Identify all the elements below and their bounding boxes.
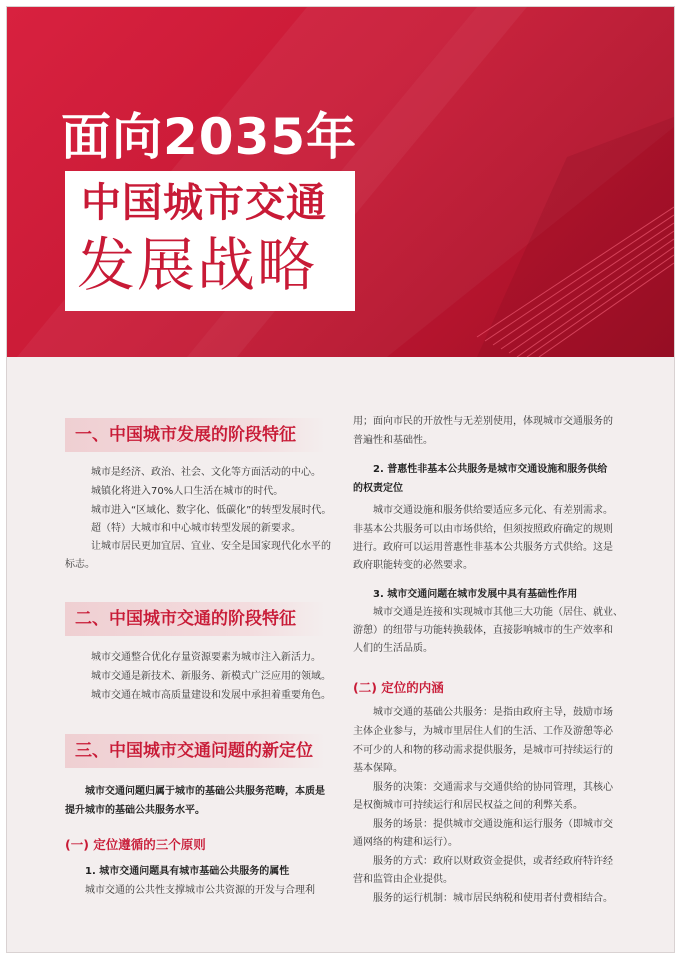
bold-statement-line: 提升城市的基础公共服务水平。 — [65, 805, 205, 816]
paragraph-line: 服务的运行机制：城市居民纳税和使用者付费相结合。 — [373, 893, 613, 904]
item-title: 3. 城市交通问题在城市发展中具有基础性作用 — [373, 589, 578, 600]
paragraph-line: 营和监管由企业提供。 — [353, 874, 453, 885]
paragraph-line: 用；面向市民的开放性与无差别使用，体现城市交通服务的 — [353, 416, 613, 427]
paragraph-line: 非基本公共服务可以由市场供给，但须按照政府确定的规则 — [353, 524, 613, 535]
cover-banner — [7, 7, 674, 357]
section-title: 一、中国城市发展的阶段特征 — [75, 425, 296, 445]
paragraph-line: 政府职能转变的必然要求。 — [353, 560, 473, 571]
item-title: 1. 城市交通问题具有城市基础公共服务的属性 — [85, 866, 290, 877]
section-heading-1 — [65, 418, 325, 452]
paragraph-line: 城市交通的公共性支撑城市公共资源的开发与合理利 — [85, 885, 315, 896]
paragraph-line: 城市交通的基础公共服务：是指由政府主导，鼓励市场 — [373, 707, 613, 718]
paragraph-line: 不可少的人和物的移动需求提供服务，是城市可持续运行的 — [353, 745, 613, 756]
paragraph-line: 让城市居民更加宜居、宜业、安全是国家现代化水平的 — [91, 541, 331, 552]
paragraph-line: 城市交通是新技术、新服务、新模式广泛应用的领域。 — [91, 671, 331, 682]
item-title: 的权责定位 — [353, 483, 403, 494]
section-title: 二、中国城市交通的阶段特征 — [75, 609, 296, 629]
paragraph-line: 城市进入“区域化、数字化、低碳化”的转型发展时代。 — [91, 505, 332, 516]
paragraph-line: 城市交通设施和服务供给要适应多元化、有差别需求。 — [373, 505, 613, 516]
cover-title-line3: 发展战略 — [77, 231, 318, 299]
paragraph-line: 城市交通是连接和实现城市其他三大功能（居住、就业、 — [373, 607, 623, 618]
paragraph-line: 人们的生活品质。 — [353, 643, 433, 654]
paragraph-line: 进行。政府可以运用普惠性非基本公共服务方式供给。这是 — [353, 542, 613, 553]
paragraph-line: 标志。 — [65, 559, 95, 570]
subsection-title: (一) 定位遵循的三个原则 — [65, 837, 206, 852]
paragraph-line: 基本保障。 — [353, 763, 403, 774]
cover-title-line1: 面向2035年 — [61, 108, 358, 166]
paragraph-line: 城市交通在城市高质量建设和发展中承担着重要角色。 — [91, 690, 331, 701]
section-title: 三、中国城市交通问题的新定位 — [75, 741, 313, 761]
paragraph-line: 城镇化将进入70%人口生活在城市的时代。 — [91, 486, 284, 497]
item-title: 2. 普惠性非基本公共服务是城市交通设施和服务供给 — [373, 464, 608, 475]
bold-statement-line: 城市交通问题归属于城市的基础公共服务范畴，本质是 — [85, 786, 325, 797]
paragraph-line: 通网络的构建和运行）。 — [353, 837, 458, 848]
paragraph-line: 是权衡城市可持续运行和居民权益之间的利弊关系。 — [353, 800, 583, 811]
section-heading-3 — [65, 734, 325, 768]
paragraph-line: 服务的场景：提供城市交通设施和运行服务（即城市交 — [373, 819, 613, 830]
paragraph-line: 主体企业参与，为城市里居住人们的生活、工作及游憩等必 — [353, 726, 613, 737]
paragraph-line: 普遍性和基础性。 — [353, 435, 433, 446]
title-box — [65, 171, 355, 311]
paragraph-line: 服务的决策：交通需求与交通供给的协同管理，其核心 — [373, 782, 613, 793]
document-page — [6, 6, 675, 953]
cover-title-line2: 中国城市交通 — [81, 180, 327, 226]
subsection-title: (二) 定位的内涵 — [353, 680, 444, 695]
paragraph-line: 城市是经济、政治、社会、文化等方面活动的中心。 — [91, 467, 321, 478]
paragraph-line: 游憩）的纽带与功能转换载体，直接影响城市的生产效率和 — [353, 625, 613, 636]
paragraph-line: 城市交通整合优化存量资源要素为城市注入新活力。 — [91, 652, 321, 663]
paragraph-line: 超（特）大城市和中心城市转型发展的新要求。 — [91, 523, 301, 534]
paragraph-line: 服务的方式：政府以财政资金提供，或者经政府特许经 — [373, 856, 613, 867]
section-heading-2 — [65, 602, 325, 636]
